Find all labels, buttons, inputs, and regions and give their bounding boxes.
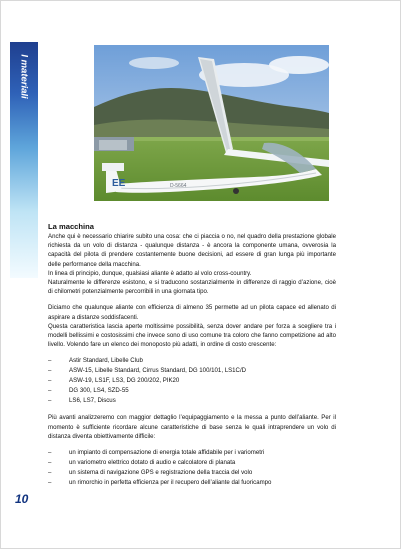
list-item: – DG 300, LS4, SZD-55 [48, 387, 129, 395]
list-item: – un variometro elettrico dotato di audio e calcolatore di planata [48, 459, 236, 467]
paragraph: Naturalmente le differenze esistono, e si traducono sostanzialmente in differenze di raggio d’azione, cioè di chilometri potenzialmente percorribili in una giornata tipo. [48, 279, 336, 296]
article [48, 222, 336, 488]
list-item: – ASW-15, Libelle Standard, Cirrus Standard, DG 100/101, LS1C/D [48, 367, 247, 375]
page-number: 10 [15, 492, 29, 506]
list-item: – LS6, LS7, Discus [48, 397, 116, 405]
glider-registration: D-5664 [170, 183, 187, 189]
paragraph: Più avanti analizzeremo con maggior dettaglio l’equipaggiamento e la messa a punto dell’aliante. Per il momento è sufficiente ricordare alcune caratteristiche di base senza le quali intraprendere un volo di distanza diventa obiettivamente difficile: [48, 414, 336, 440]
requirements-list [48, 448, 336, 488]
article-title: La macchina [48, 222, 95, 231]
paragraph: Diciamo che qualunque aliante con efficienza di almeno 35 permette ad un pilota capace ed allenato di aspirare a distanze soddisfacenti. [48, 304, 336, 321]
paragraph: In linea di principio, dunque, qualsiasi aliante è adatto al volo cross-country. [48, 269, 252, 277]
list-item: – un sistema di navigazione GPS e registrazione della traccia del volo [48, 469, 253, 477]
glider-photo-image [94, 45, 329, 201]
glider-photo [94, 45, 329, 201]
paragraph: Anche qui è necessario chiarire subito una cosa: che ci piaccia o no, nel quadro della prestazione globale richiesta da un volo di distanza - qualunque distanza - è ancora la componente umana, ovverosia la capacità del pilota di prendere costantemente buone decisioni, ad essere di gran lunga più importante delle performance della macchina. [48, 233, 336, 268]
section-label [10, 46, 38, 106]
list-item: – ASW-19, LS1F, LS3, DG 200/202, PIK20 [48, 377, 180, 385]
glider-code: EE [112, 178, 126, 189]
list-item: – Astir Standard, Libelle Club [48, 357, 143, 365]
list-item: – un impianto di compensazione di energia totale affidabile per i variometri [48, 449, 265, 457]
glider-model-list [48, 356, 336, 406]
list-item: – un rimorchio in perfetta efficienza per il recupero dell’aliante dal fuoricampo [48, 479, 272, 487]
paragraph: Questa caratteristica lascia aperte moltissime possibilità, senza dover andare per forza a scegliere tra i modelli bellissimi e costosissimi che invece sono di uso comune tra coloro che fanno competizione ad alto livello. Volendo fare un elenco dei monoposto più adatti, in ordine di costo crescente: [48, 322, 336, 349]
section-title: I materiali [18, 53, 30, 99]
